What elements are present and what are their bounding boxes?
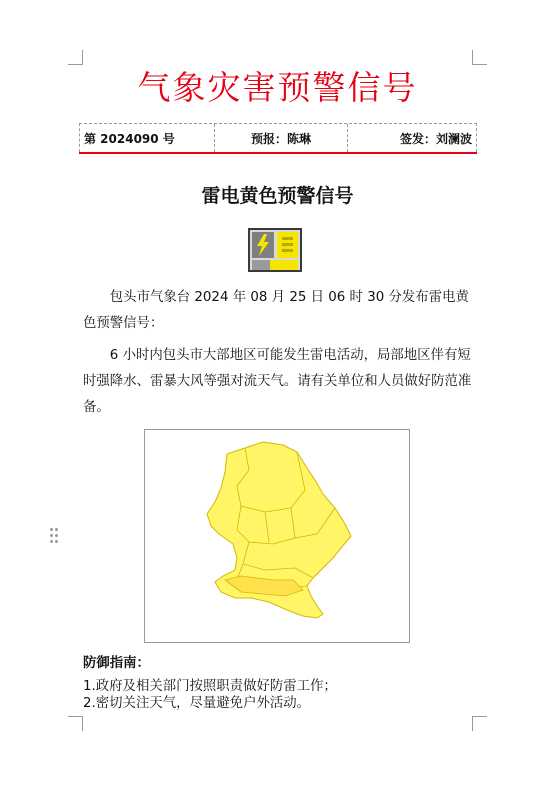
region-map-image: [145, 430, 409, 642]
lightning-bolt-icon: [252, 232, 274, 258]
thunder-yellow-warning-icon: [248, 228, 302, 272]
document-number: 第 2024090 号: [80, 124, 215, 152]
red-divider: [79, 152, 477, 154]
drag-handle-icon[interactable]: [50, 528, 60, 544]
document-title: 气象灾害预警信号: [137, 68, 418, 107]
page-corner-mark: [68, 716, 83, 731]
announcement-paragraph: 包头市气象台 2024 年 08 月 25 日 06 时 30 分发布雷电黄色预警信号：: [83, 290, 469, 331]
warning-details-paragraph: 6 小时内包头市大部地区可能发生雷电活动，局部地区伴有短时强降水、雷暴大风等强对流天气。请有关单位和人员做好防范准备。: [83, 348, 472, 415]
guide-item: 1.政府及相关部门按照职责做好防雷工作；: [83, 679, 337, 694]
page-corner-mark: [472, 716, 487, 731]
guide-item: 2.密切关注天气，尽量避免户外活动。: [83, 696, 311, 711]
warning-subtitle: 雷电黄色预警信号: [201, 185, 354, 207]
signal-label-strip: [252, 260, 298, 270]
forecaster: 预报：陈琳: [215, 124, 348, 152]
warning-area-map: [144, 429, 410, 643]
signal-label-block: [277, 232, 298, 258]
info-bar: [79, 123, 477, 152]
guide-heading: 防御指南：: [83, 656, 150, 671]
issuer: 签发：刘澜波: [399, 131, 472, 146]
